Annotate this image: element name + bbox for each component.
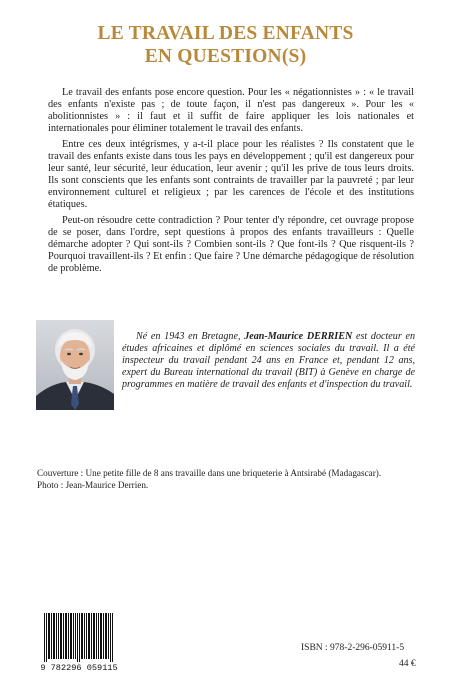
summary-paragraph-3: Peut-on résoudre cette contradiction ? Pour tenter d'y répondre, cet ouvrage propose de se poser, dans l'ordre, sept questions à propos des enfants travailleurs : Quelle démarche adopter ? Qui sont-ils ? Combien sont-ils ? Que font-ils ? Que risquent-ils ? Pourquoi travaillent-ils ? Et enfin : Que faire ? Une démarche pédagogique de résolution de problème. — [48, 214, 414, 275]
price: 44 € — [399, 659, 416, 669]
barcode-bars — [37, 613, 122, 672]
title-line-2: EN QUESTION(S) — [144, 46, 307, 67]
photo-credit: Photo : Jean-Maurice Derrien. — [37, 479, 149, 490]
back-cover-summary — [48, 87, 414, 278]
author-portrait-image — [36, 320, 114, 410]
author-name: Jean-Maurice DERRIEN — [244, 331, 353, 342]
cover-credits — [37, 468, 427, 491]
book-title — [0, 22, 451, 68]
barcode — [37, 613, 122, 672]
author-bio — [122, 331, 415, 391]
author-photo — [36, 320, 114, 410]
cover-caption: Couverture : Une petite fille de 8 ans travaille dans une briqueterie à Antsirabé (Madagascar). — [37, 468, 382, 478]
bio-intro: Né en 1943 en Bretagne, — [136, 331, 245, 342]
title-line-1: LE TRAVAIL DES ENFANTS — [97, 23, 354, 44]
summary-paragraph-2: Entre ces deux intégrismes, y a-t-il place pour les réalistes ? Ils constatent que le travail des enfants existe dans tous les pays en développement ; qu'il est dangereux pour leur santé, leur sécurité, leur éducation, leur avenir ; qu'il les prive de tous leurs droits. Ils sont conscients que les enfants sont contraints de travailler par la pauvreté ; par leur environnement culturel et religieux ; par les carences de l'école et des institutions étatiques. — [48, 138, 414, 211]
barcode-digits: 9 782296 059115 — [40, 663, 118, 672]
bio-details: est docteur en études africaines et diplômé en sciences sociales du travail. Il a été inspecteur du travail pendant 24 ans en France et, pendant 12 ans, expert du Bureau international du travail (BIT) à Genève en charge de programmes en matière de travail des enfants et d'inspection du travail. — [122, 331, 416, 391]
summary-paragraph-1: Le travail des enfants pose encore question. Pour les « négationnistes » : « le travail des enfants n'existe pas ; de toute façon, il n'est pas dangereux ». Pour les « abolitionnistes » : il faut et il suffit de faire appliquer les lois nationales et internationales pour éliminer totalement le travail des enfants. — [48, 87, 414, 135]
isbn: ISBN : 978-2-296-05911-5 — [301, 643, 405, 653]
